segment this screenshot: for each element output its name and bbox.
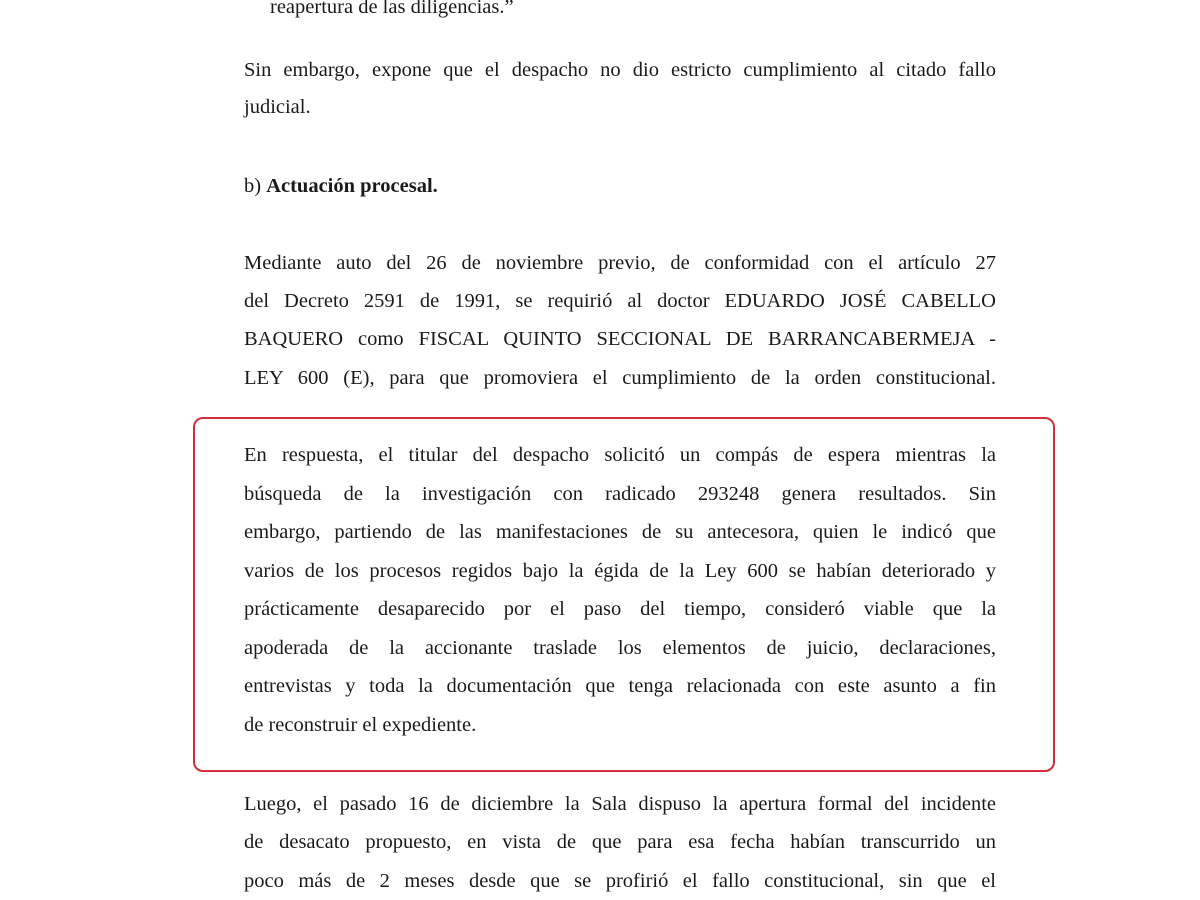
quote-tail: reapertura de las diligencias.” [270, 0, 514, 18]
para4-line-2: de desacato propuesto, en vista de que para esa fecha habían transcurrido un [244, 831, 996, 853]
heading-prefix: b) [244, 175, 262, 197]
para2-line-4: LEY 600 (E), para que promoviera el cumplimiento de la orden constitucional. [244, 367, 996, 389]
para4-line-3: poco más de 2 meses desde que se profirió el fallo constitucional, sin que el [244, 870, 996, 892]
para4-line-1: Luego, el pasado 16 de diciembre la Sala dispuso la apertura formal del incidente [244, 793, 996, 815]
para2-line-2: del Decreto 2591 de 1991, se requirió al doctor EDUARDO JOSÉ CABELLO [244, 290, 996, 312]
heading-title: Actuación procesal. [266, 175, 438, 197]
para2-line-1: Mediante auto del 26 de noviembre previo, de conformidad con el artículo 27 [244, 252, 996, 274]
para3-line-8: de reconstruir el expediente. [244, 714, 477, 736]
para3-line-4: varios de los procesos regidos bajo la égida de la Ley 600 se habían deteriorado y [244, 560, 996, 582]
para1-line-1: Sin embargo, expone que el despacho no dio estricto cumplimiento al citado fallo [244, 59, 996, 81]
para3-line-6: apoderada de la accionante traslade los elementos de juicio, declaraciones, [244, 637, 996, 659]
para3-line-5: prácticamente desaparecido por el paso del tiempo, consideró viable que la [244, 598, 996, 620]
para2-line-3: BAQUERO como FISCAL QUINTO SECCIONAL DE BARRANCABERMEJA - [244, 328, 996, 350]
para3-line-2: búsqueda de la investigación con radicado 293248 genera resultados. Sin [244, 483, 996, 505]
para1-line-2: judicial. [244, 96, 311, 118]
para3-line-1: En respuesta, el titular del despacho solicitó un compás de espera mientras la [244, 444, 996, 466]
para3-line-7: entrevistas y toda la documentación que tenga relacionada con este asunto a fin [244, 675, 996, 697]
section-heading [244, 174, 996, 198]
para3-line-3: embargo, partiendo de las manifestaciones de su antecesora, quien le indicó que [244, 521, 996, 543]
